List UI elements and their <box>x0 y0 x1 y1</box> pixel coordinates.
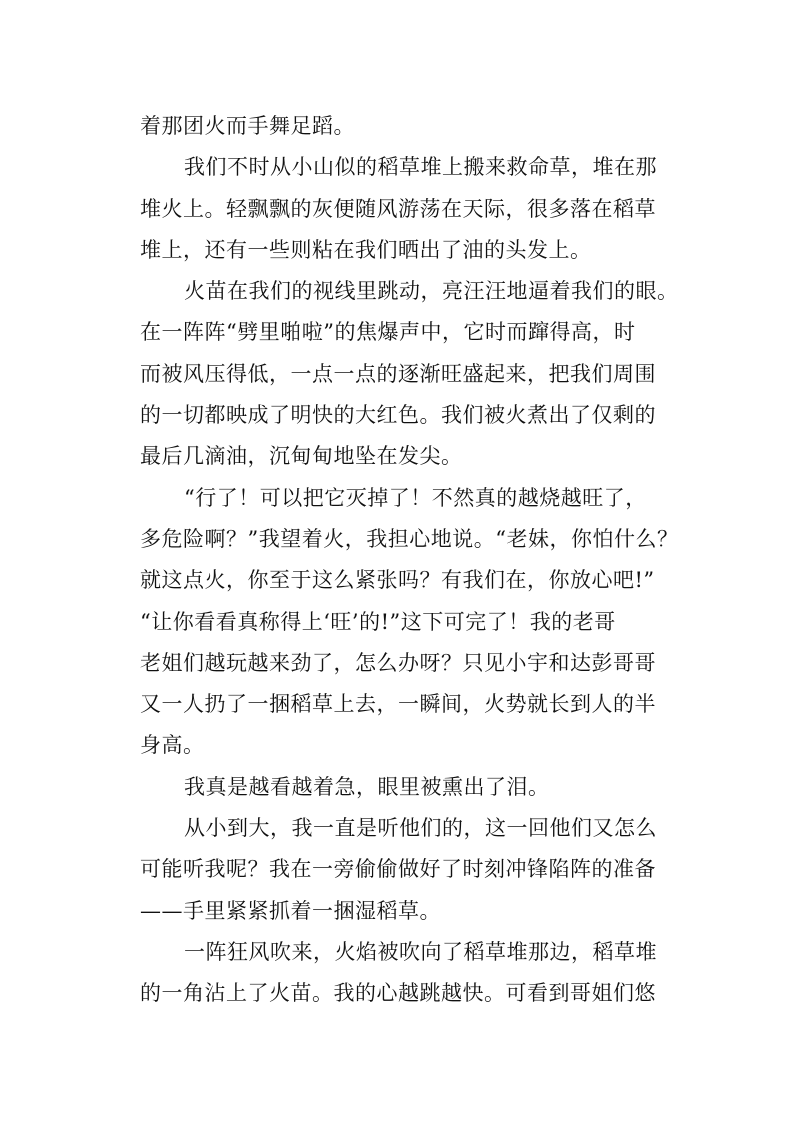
text-line: 身高。 <box>140 733 205 758</box>
text-line: ——手里紧紧抓着一捆湿稻草。 <box>140 898 441 923</box>
text-line: 老姐们越玩越来劲了，怎么办呀？只见小宇和达彭哥哥 <box>140 650 656 675</box>
text-line: 我真是越看越着急，眼里被熏出了泪。 <box>184 774 550 799</box>
text-line: 一阵狂风吹来，火焰被吹向了稻草堆那边，稻草堆 <box>184 939 657 964</box>
text-line: 的一切都映成了明快的大红色。我们被火煮出了仅剩的 <box>140 403 656 428</box>
text-line: 我们不时从小山似的稻草堆上搬来救命草，堆在那 <box>184 155 657 180</box>
text-line: 的一角沾上了火苗。我的心越跳越快。可看到哥姐们悠 <box>140 981 656 1006</box>
text-line: 在一阵阵“劈里啪啦”的焦爆声中，它时而蹿得高，时 <box>140 320 636 345</box>
text-line: 堆火上。轻飘飘的灰便随风游荡在天际，很多落在稻草 <box>140 196 656 221</box>
text-line: 火苗在我们的视线里跳动，亮汪汪地逼着我们的眼。 <box>184 279 679 304</box>
text-line: 多危险啊？”我望着火，我担心地说。“老妹，你怕什么？ <box>140 526 679 551</box>
text-line: 堆上，还有一些则粘在我们晒出了油的头发上。 <box>140 237 592 262</box>
text-line: “行了！可以把它灭掉了！不然真的越烧越旺了， <box>184 485 647 510</box>
text-line: 着那团火而手舞足蹈。 <box>140 114 355 138</box>
text-line: “让你看看真称得上‘旺’的!”这下可完了！我的老哥 <box>140 609 616 634</box>
text-line: 最后几滴油，沉甸甸地坠在发尖。 <box>140 444 463 469</box>
text-line: 就这点火，你至于这么紧张吗？有我们在，你放心吧!” <box>140 568 655 593</box>
text-line: 可能听我呢？我在一旁偷偷做好了时刻冲锋陷阵的准备 <box>140 857 656 882</box>
text-line: 从小到大，我一直是听他们的，这一回他们又怎么 <box>184 816 657 841</box>
text-line: 而被风压得低，一点一点的逐渐旺盛起来，把我们周围 <box>140 361 656 386</box>
text-line: 又一人扔了一捆稻草上去，一瞬间，火势就长到人的半 <box>140 692 656 717</box>
body-text <box>140 106 679 1015</box>
